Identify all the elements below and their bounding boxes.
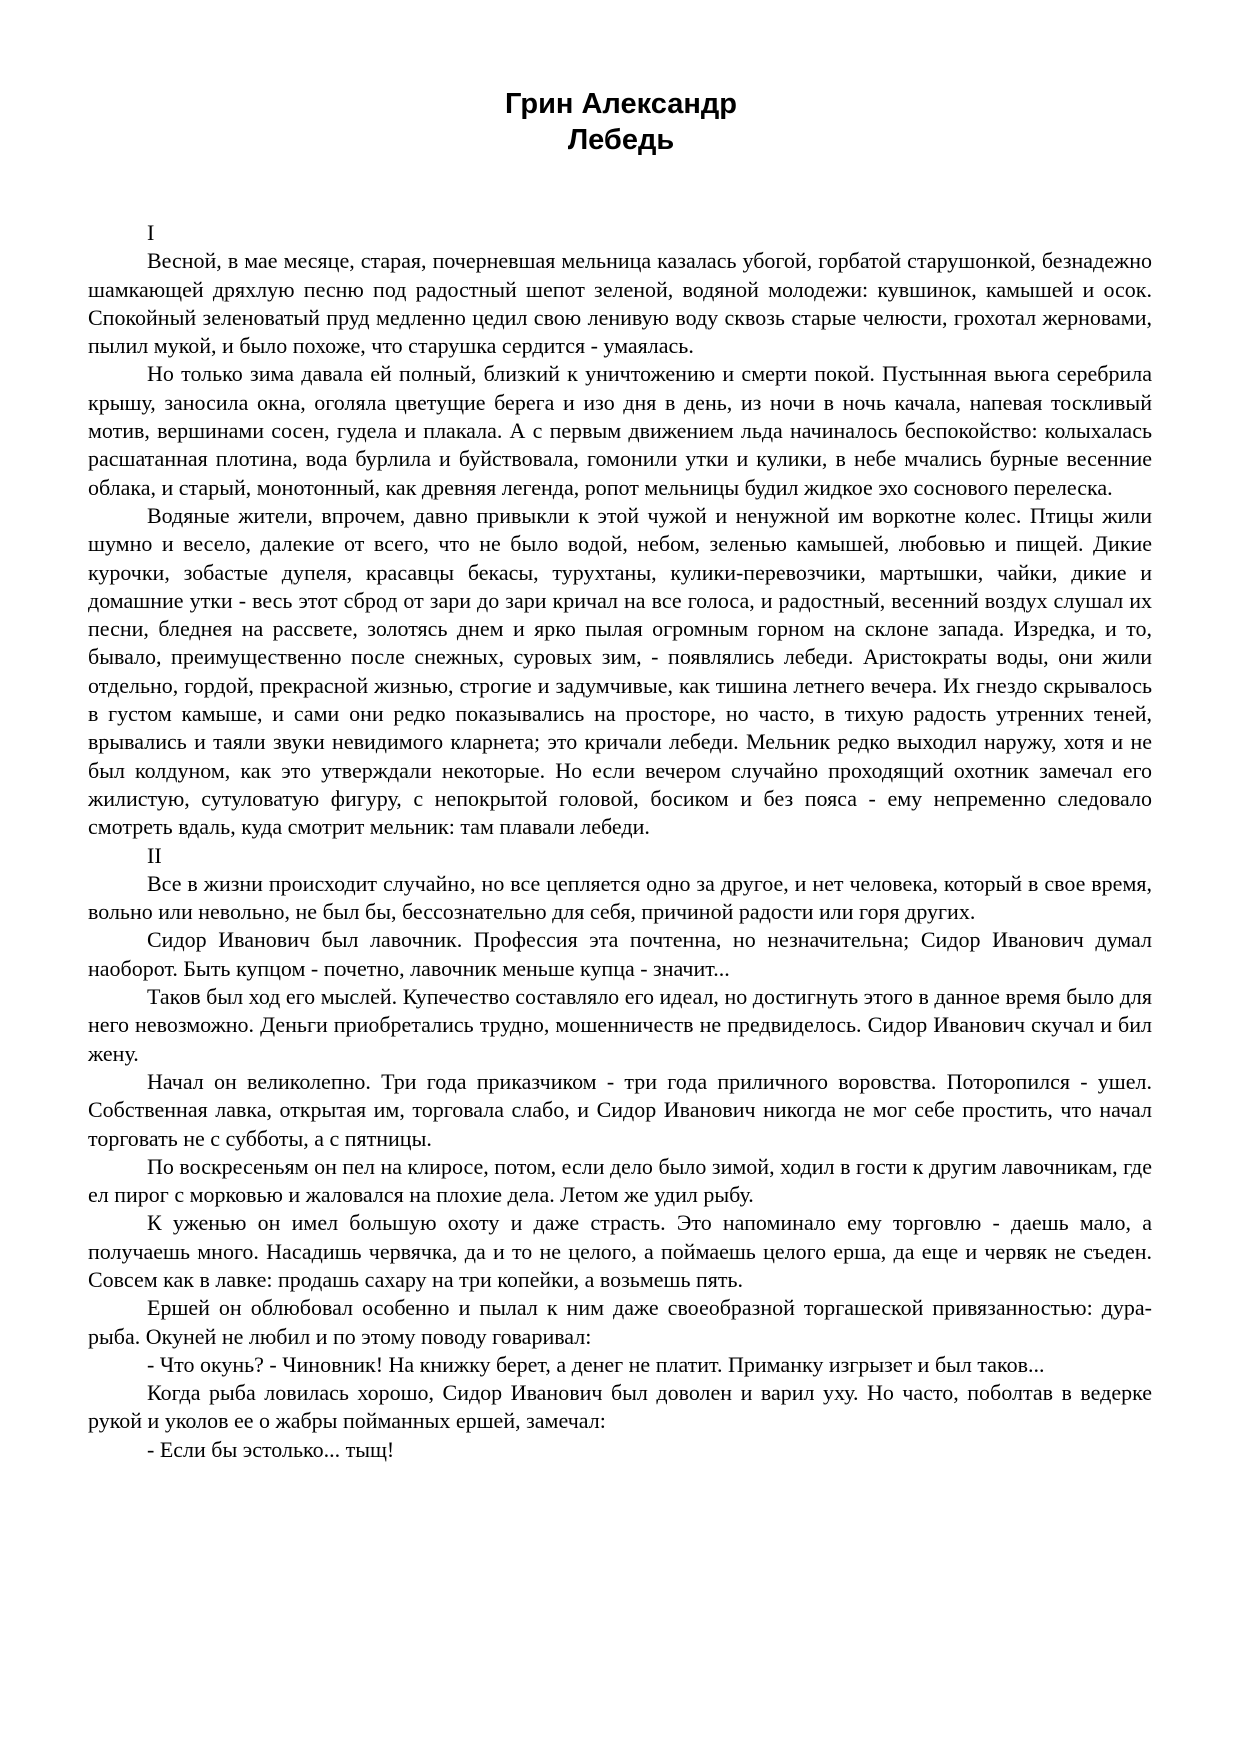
author-name: Грин Александр — [505, 88, 737, 120]
story-title: Лебедь — [567, 124, 675, 156]
chapter-heading: II — [147, 842, 162, 868]
chapter-heading: I — [147, 220, 155, 245]
paragraph: Сидор Иванович был лавочник. Профессия эта почтенна, но незначительна; Сидор Иванович думал наоборот. Быть купцом - почетно, лавочник меньше купца - значит... — [88, 927, 1152, 981]
paragraph: Таков был ход его мыслей. Купечество составляло его идеал, но достигнуть этого в данное время было для него невозможно. Деньги приобретались трудно, мошенничеств не предвиделось. Сидор Иванович скучал и бил жену. — [88, 984, 1152, 1066]
dialogue-line: - Что окунь? - Чиновник! На книжку берет, а денег не платит. Приманку изгрызет и был таков... — [147, 1351, 1045, 1377]
document-title-block — [0, 86, 1242, 158]
paragraph: К уженью он имел большую охоту и даже страсть. Это напоминало ему торговлю - даешь мало, а получаешь много. Насадишь червячка, да и то не целого, а поймаешь целого ерша, да еще и червяк не съеден. Совсем как в лавке: продашь сахару на три копейки, а возьмешь пять. — [88, 1210, 1152, 1292]
paragraph: Когда рыба ловилась хорошо, Сидор Иванович был доволен и варил уху. Но часто, поболтав в ведерке рукой и уколов ее о жабры пойманных ершей, замечал: — [88, 1380, 1152, 1434]
paragraph: Но только зима давала ей полный, близкий к уничтожению и смерти покой. Пустынная вьюга серебрила крышу, заносила окна, оголяла цветущие берега и изо дня в день, из ночи в ночь качала, напевая тоскливый мотив, вершинами сосен, гудела и плакала. А с первым движением льда начиналось беспокойство: колыхалась расшатанная плотина, вода бурлила и буйствовала, гомонили утки и кулики, в небе мчались бурные весенние облака, и старый, монотонный, как древняя легенда, ропот мельницы будил жидкое эхо соснового перелеска. — [88, 361, 1152, 500]
paragraph: Все в жизни происходит случайно, но все цепляется одно за другое, и нет человека, который в свое время, вольно или невольно, не был бы, бессознательно для себя, причиной радости или горя других. — [88, 870, 1152, 925]
paragraph: По воскресеньям он пел на клиросе, потом, если дело было зимой, ходил в гости к другим лавочникам, где ел пирог с морковью и жаловался на плохие дела. Летом же удил рыбу. — [88, 1153, 1152, 1208]
dialogue-line: - Если бы эстолько... тыщ! — [147, 1436, 395, 1462]
paragraph: Начал он великолепно. Три года приказчиком - три года приличного воровства. Поторопился - ушел. Собственная лавка, открытая им, торговала слабо, и Сидор Иванович никогда не мог себе простить, что начал торговать не с субботы, а с пятницы. — [88, 1068, 1152, 1151]
paragraph: Водяные жители, впрочем, давно привыкли к этой чужой и ненужной им воркотне колес. Птицы жили шумно и весело, далекие от всего, что не было водой, небом, зеленью камышей, любовью и пищей. Дикие курочки, зобастые дупеля, красавцы бекасы, турухтаны, кулики-перевозчики, мартышки, чайки, дикие и домашние утки - весь этот сброд от зари до зари кричал на все голоса, и радостный, весенний воздух слушал их песни, бледнея на рассвете, золотясь днем и ярко пылая огромным горном на склоне запада. Изредка, и то, бывало, преимущественно после снежных, суровых зим, - появлялись лебеди. Аристократы воды, они жили отдельно, гордой, прекрасной жизнью, строгие и задумчивые, как тишина летнего вечера. Их гнездо скрывалось в густом камыше, и сами они редко показывались на просторе, но часто, в тихую радость утренних теней, врывались и таяли звуки невидимого кларнета; это кричали лебеди. Мельник редко выходил наружу, хотя и не был колдуном, как это утверждали некоторые. Но если вечером случайно проходящий охотник замечал его жилистую, сутуловатую фигуру, с непокрытой головой, босиком и без пояса - ему непременно следовало смотреть вдаль, куда смотрит мельник: там плавали лебеди. — [88, 502, 1152, 840]
story-text — [88, 219, 1152, 1464]
paragraph: Весной, в мае месяце, старая, почерневшая мельница казалась убогой, горбатой старушонкой, безнадежно шамкающей дряхлую песню под радостный шепот зеленой, водяной молодежи: кувшинок, камышей и осок. Спокойный зеленоватый пруд медленно цедил свою ленивую воду сквозь старые челюсти, грохотал жерновами, пылил мукой, и было похоже, что старушка сердится - умаялась. — [88, 248, 1152, 359]
paragraph: Ершей он облюбовал особенно и пылал к ним даже своеобразной торгашеской привязанностью: дура-рыба. Окуней не любил и по этому поводу говаривал: — [88, 1295, 1152, 1349]
